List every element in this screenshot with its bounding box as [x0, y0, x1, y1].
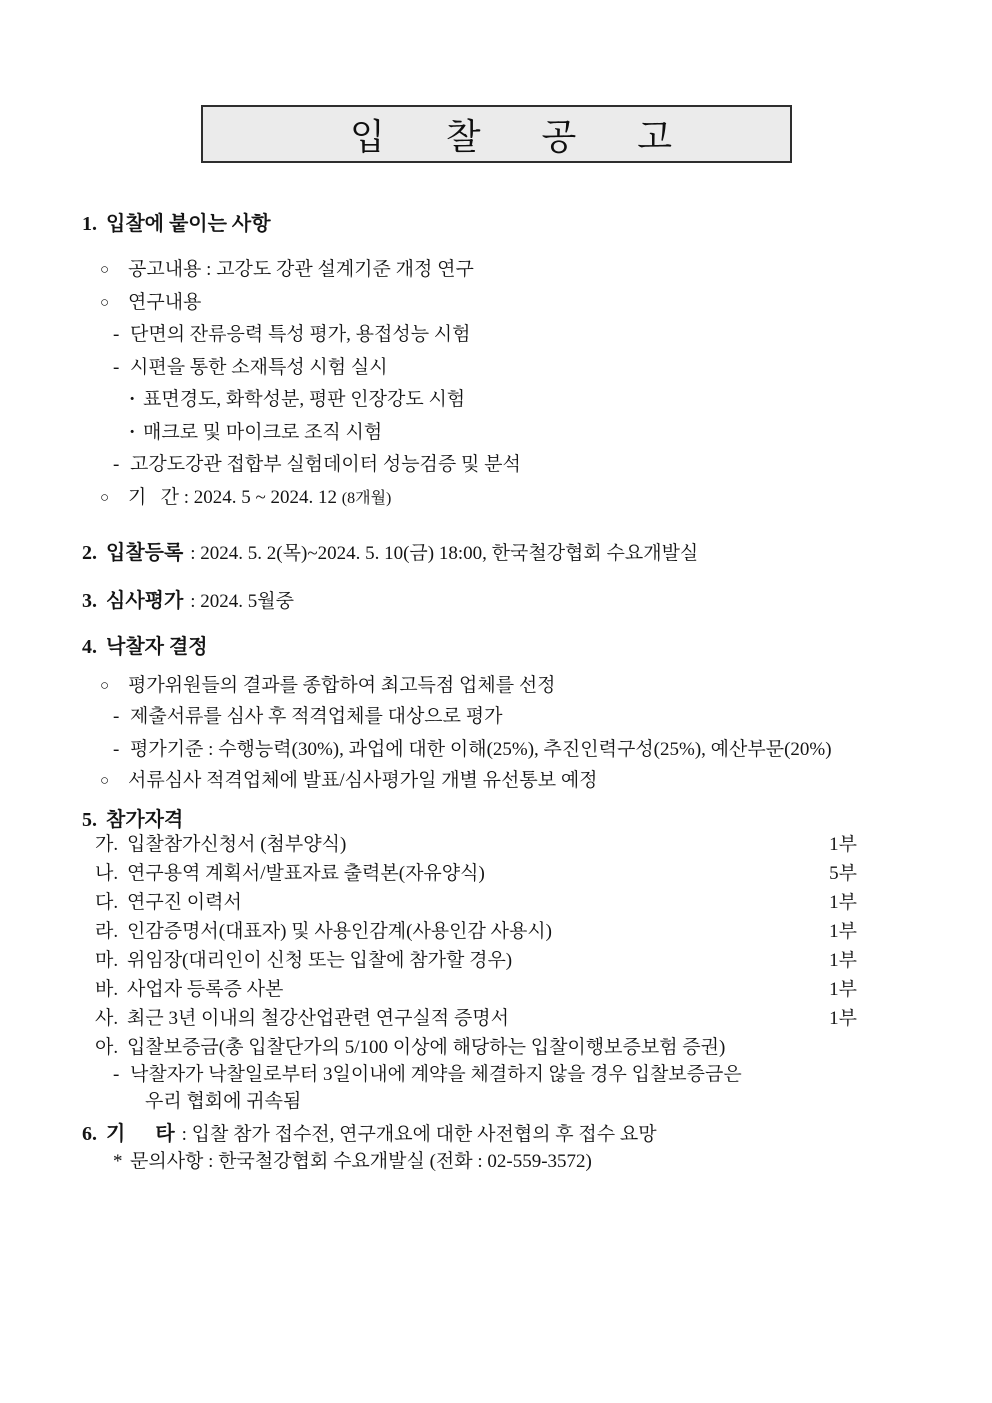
- row-marker: 사.: [95, 1008, 119, 1029]
- surface-hardness-line: [129, 388, 465, 412]
- row-count: 1부: [829, 950, 857, 971]
- dash-bullet-icon: -: [113, 1064, 120, 1085]
- joint-verification-line: [113, 453, 521, 477]
- misc-value: : 입찰 참가 접수전, 연구개요에 대한 사전협의 후 접수 요망: [181, 1124, 657, 1145]
- row-marker: 바.: [95, 979, 119, 1000]
- dash-bullet-icon: -: [113, 454, 120, 475]
- page-title: 입 찰 공 고: [349, 116, 674, 157]
- row-text: 입찰참가신청서 (첨부양식): [127, 834, 347, 855]
- row-marker: 아.: [95, 1037, 119, 1058]
- row-marker: 마.: [95, 950, 119, 971]
- circle-bullet-icon: ○: [100, 295, 110, 311]
- document-row-researcher-resume: [95, 891, 857, 915]
- document-row-business-license: [95, 978, 857, 1002]
- row-count: 1부: [829, 1008, 857, 1029]
- project-duration-text: (8개월): [341, 490, 392, 507]
- dash-bullet-icon: -: [113, 324, 120, 345]
- row-text: 연구용역 계획서/발표자료 출력본(자유양식): [127, 863, 485, 884]
- section-1-number: 1.: [82, 213, 97, 235]
- project-period-line: [100, 486, 391, 511]
- circle-bullet-icon: ○: [100, 678, 110, 694]
- macro-micro-line: [129, 421, 382, 445]
- section-1-title: 입찰에 붙이는 사항: [106, 213, 271, 235]
- document-row-research-record: [95, 1007, 857, 1031]
- document-row-power-of-attorney: [95, 949, 857, 973]
- section-2-heading: [82, 541, 698, 566]
- document-screening-line: [113, 705, 502, 729]
- bid-bond-note-text-1: 낙찰자가 낙찰일로부터 3일이내에 계약을 체결하지 않을 경우 입찰보증금은: [130, 1064, 742, 1085]
- section-1-heading: [82, 212, 271, 236]
- document-row-research-plan: [95, 862, 857, 886]
- specimen-test-text: 시편을 통한 소재특성 시험 실시: [130, 357, 388, 378]
- notification-plan-line: [100, 769, 598, 793]
- document-content: [82, 0, 980, 1403]
- asterisk-icon: *: [113, 1151, 123, 1172]
- evaluation-committee-text: 평가위원들의 결과를 종합하여 최고득점 업체를 선정: [128, 675, 556, 696]
- section-5-title: 참가자격: [106, 809, 184, 831]
- dot-bullet-icon: ·: [129, 389, 136, 410]
- document-row-seal-certificate: [95, 920, 857, 944]
- row-marker: 라.: [95, 921, 119, 942]
- contact-note-line: [113, 1150, 592, 1174]
- row-text: 사업자 등록증 사본: [127, 979, 284, 1000]
- residual-stress-text: 단면의 잔류응력 특성 평가, 용접성능 시험: [130, 324, 471, 345]
- section-3-title: 심사평가: [106, 590, 184, 612]
- dash-bullet-icon: -: [113, 357, 120, 378]
- research-content-text: 연구내용: [128, 292, 202, 313]
- section-4-title: 낙찰자 결정: [106, 636, 208, 658]
- surface-hardness-text: 표면경도, 화학성분, 평판 인장강도 시험: [143, 389, 466, 410]
- circle-bullet-icon: ○: [100, 262, 110, 278]
- row-text: 연구진 이력서: [127, 892, 242, 913]
- announcement-content-text: 공고내용 : 고강도 강관 설계기준 개정 연구: [128, 259, 474, 280]
- document-screening-text: 제출서류를 심사 후 적격업체를 대상으로 평가: [130, 706, 503, 727]
- dash-bullet-icon: -: [113, 706, 120, 727]
- evaluation-criteria-text: 평가기준 : 수행능력(30%), 과업에 대한 이해(25%), 추진인력구성(25%), 예산부문(20%): [130, 739, 832, 760]
- row-text: 최근 3년 이내의 철강산업관련 연구실적 증명서: [127, 1008, 509, 1029]
- row-count: 1부: [829, 921, 857, 942]
- bid-bond-note-text-2: 우리 협회에 귀속됨: [145, 1091, 302, 1112]
- section-6-heading: [82, 1122, 657, 1147]
- document-row-application-form: [95, 833, 857, 857]
- contact-note-text: 문의사항 : 한국철강협회 수요개발실 (전화 : 02-559-3572): [130, 1151, 592, 1172]
- bid-bond-note-line-2: [145, 1090, 301, 1114]
- row-text: 위임장(대리인이 신청 또는 입찰에 참가할 경우): [127, 950, 513, 971]
- evaluation-criteria-line: [113, 738, 832, 762]
- bid-bond-note-line-1: [113, 1063, 742, 1087]
- row-count: 1부: [829, 834, 857, 855]
- dot-bullet-icon: ·: [129, 422, 136, 443]
- section-2-title: 입찰등록: [106, 542, 184, 564]
- specimen-test-line: [113, 356, 388, 380]
- section-4-heading: [82, 635, 208, 659]
- bid-registration-value: : 2024. 5. 2(목)~2024. 5. 10(금) 18:00, 한국철강협회 수요개발실: [190, 543, 699, 564]
- row-marker: 나.: [95, 863, 119, 884]
- section-5-heading: [82, 808, 183, 832]
- row-marker: 가.: [95, 834, 119, 855]
- row-count: 1부: [829, 892, 857, 913]
- section-6-title: 기 타: [106, 1123, 175, 1145]
- document-row-bid-bond: [95, 1036, 857, 1060]
- section-2-number: 2.: [82, 542, 97, 564]
- evaluation-date-value: : 2024. 5월중: [190, 591, 295, 612]
- row-count: 5부: [829, 863, 857, 884]
- research-content-line: [100, 291, 201, 315]
- section-5-number: 5.: [82, 809, 97, 831]
- evaluation-committee-line: [100, 674, 556, 698]
- circle-bullet-icon: ○: [100, 773, 110, 789]
- section-3-number: 3.: [82, 590, 97, 612]
- section-4-number: 4.: [82, 636, 97, 658]
- row-count: 1부: [829, 979, 857, 1000]
- row-text: 인감증명서(대표자) 및 사용인감계(사용인감 사용시): [127, 921, 552, 942]
- section-3-heading: [82, 589, 294, 614]
- joint-verification-text: 고강도강관 접합부 실험데이터 성능검증 및 분석: [130, 454, 521, 475]
- residual-stress-line: [113, 323, 471, 347]
- notification-plan-text: 서류심사 적격업체에 발표/심사평가일 개별 유선통보 예정: [128, 770, 598, 791]
- section-6-number: 6.: [82, 1123, 97, 1145]
- circle-bullet-icon: ○: [100, 490, 110, 506]
- macro-micro-text: 매크로 및 마이크로 조직 시험: [143, 422, 383, 443]
- dash-bullet-icon: -: [113, 739, 120, 760]
- row-text: 입찰보증금(총 입찰단가의 5/100 이상에 해당하는 입찰이행보증보험 증권): [127, 1037, 726, 1058]
- project-period-text: 기 간 : 2024. 5 ~ 2024. 12: [128, 487, 338, 508]
- announcement-content-line: [100, 258, 474, 282]
- row-marker: 다.: [95, 892, 119, 913]
